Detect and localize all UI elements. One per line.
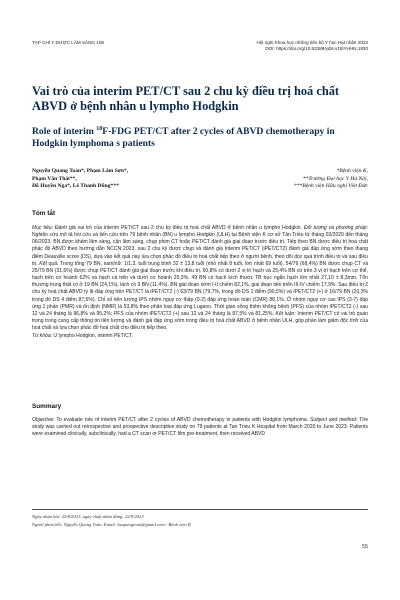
results-label: Kết quả: xyxy=(37,260,59,267)
conclusion-text: Interim PET/CT có vai trò quan trọng trong cung cấp thông tin tiên lượng và đánh giá đáp ứng sớm trong điều trị hoá chất ABVD ở bệnh nhân ULH, góp phần làm giảm độc tính của hoá chất và lựa chọn phác đồ hoá chất cho điều trị tiếp theo. xyxy=(32,310,368,332)
summary-body xyxy=(32,417,368,438)
conference-info xyxy=(257,40,368,52)
author-names: Nguyễn Quang Toàn*, Phạm Lâm Sơn*, xyxy=(32,168,129,174)
abstract-body xyxy=(32,225,368,341)
title-en-superscript: 18 xyxy=(96,126,103,132)
methods-text: Nghiên cứu mô tả hồi cứu và tiến cứu trên 79 bệnh nhân (BN) u lympho Hodgkin (ULH) tại Bệnh viện K cơ sở Tân Triều từ tháng 03/2020 đến tháng 06/2023. BN được khám lâm sàng, cận lâm sàng, chụp phim CT hoặc PET/CT đánh giá giai đoạn trước điều trị. Tiếp theo BN được điều trị hoá chất phác đồ ABVD theo hướng dẫn NCCN 2023, sau 2 chu kỳ được chụp và đánh giá Interim PET/CT (iPET/CT2) đánh giá đáp ứng sớm theo thang điểm Deauville score (DS), dựa vào kết quả này lựa chọn phác đồ điều trị hoá chất tiếp theo ở người bệnh, theo dõi dọc quá trình điều trị và sau điều trị. xyxy=(32,232,368,267)
summary-methods-label: Subject and method: xyxy=(308,417,358,423)
title-vietnamese: Vai trò của interim PET/CT sau 2 chu kỳ điều trị hoá chất ABVD ở bệnh nhân u lympho Hodgkin xyxy=(32,84,340,113)
keywords-text: U lympho Hodgkin, interim PET/CT. xyxy=(52,333,133,340)
objective-text: Đánh giá vai trò của interim PET/CT sau 2 chu kỳ điều trị hoá chất ABVD ở bệnh nhân u lympho Hodgkin. xyxy=(53,225,303,231)
keywords xyxy=(32,333,368,340)
author-row xyxy=(32,183,368,191)
title-en-suffix: F-FDG PET/CT after 2 cycles of ABVD chemotherapy in Hodgkin lymphoma s patients xyxy=(32,126,335,150)
methods-label: Đối tượng và phương pháp: xyxy=(302,225,368,231)
summary-paragraph xyxy=(32,417,368,438)
summary-methods-text: The study was carried out retrospective and prospective descriptive study on 79 patients at Tan Trieu K Hospital from March 2020 to June 2023. Patients were examined clinically, subclinically, had a CT scan or PET/CT film pre-treatment, then received ABVD xyxy=(32,417,369,438)
journal-name: TẠP CHÍ Y DƯỢC LÂM SÀNG 108 xyxy=(32,40,104,45)
summary-objective-label: Objective: xyxy=(32,417,55,423)
corresponding-author: Người phản hồi: Nguyễn Quang Toàn, Email: bsquangtoan@gmail.com - Bệnh viện K xyxy=(32,521,191,527)
summary-objective-text: To evaluate role of interim PET/CT after 2 cycles of ABVD chemotherapy in patients with Hodgkin lymphoma. xyxy=(54,417,309,423)
abstract-paragraph xyxy=(32,225,368,332)
author-affiliation: ***Bệnh viện Hữu nghị Việt Đức xyxy=(293,183,368,190)
doi-link[interactable]: DOI: https://doi.org/10.52389/ydls.v18iYHHN.1930 xyxy=(265,46,368,51)
page-number: 55 xyxy=(362,544,368,550)
keywords-label: Từ khóa: xyxy=(32,333,53,340)
author-block xyxy=(32,168,368,191)
author-names: Phạm Văn Thái**, xyxy=(32,175,77,182)
footnote-divider xyxy=(32,509,368,510)
author-names: Đỗ Huyền Nga*, Lê Thanh Dũng*** xyxy=(32,183,119,190)
author-affiliation: *Bệnh viện K, xyxy=(336,168,368,174)
objective-label: Mục tiêu: xyxy=(32,225,54,231)
journal-header xyxy=(32,40,368,52)
received-date: Ngày nhận bài: 25/8/2023, ngày chấp nhận đăng: 22/9/2023 xyxy=(32,514,144,519)
summary-heading: Summary xyxy=(32,403,62,410)
title-en-prefix: Role of interim xyxy=(32,126,97,138)
author-row xyxy=(32,168,368,176)
results-text: Trong tổng 79 BN, nam/nữ: 1/1,3, tuổi trung bình 32 ± 13,8 tuổi (nhỏ nhất 8 tuổi, lớn nhất 69 tuổi). 54/79 (68,4%) BN được chụp CT và 25/79 BN (31,6%) được chụp PET/CT đánh giá giai đoạn trước khi điều trị. 60,8% có dưới 2 vị trí hạch và 25,4% BN có trên 3 vị trí hạch trên cơ thể, hạch trên cơ hoành 62% và hạch cả trên và dưới cơ hoành 20,3%. 49 BN có hạch kích thước TB trục ngắn hạch lớn nhất 27,10 ± 8,3mm. Tổn thương trung thất có ở 19 BN (24,1%), lách có 9 BN (11,4%). BN giai đoạn sớm I-II chiếm 82,1%, giai đoạn tiến triển III-IV chiếm 17,9%. Sau điều trị 2 chu kỳ hoá chất ABVD tỷ lệ đáp ứng trên PET/CT là iPET/CT2 (-) 63/79 BN (79,7%, trong đó DS 1 điểm (90,5%) và iPET/CT2 (+) ở 16/79 BN (20,3% trong đó DS 4 điểm 87,5%). Chỉ số tiên lượng IPS nhóm nguy cơ thấp (0-2) đáp ứng hoàn toàn (CMR) 88,1%. Ở nhóm nguy cơ cao IPS (3-7) đáp ứng 1 phần (PMR) và ổn định (NMR) là 53,8% theo phân loại đáp ứng Lugano. Thời gian sống thêm không bệnh (PFS) của nhóm iPET/CT2 (-) sau 12 và 24 tháng là 96,8% và 95,2%; PFS của nhóm iPET/CT2 (+) sau 12 và 24 tháng là 87,5% và 81,25%. xyxy=(32,260,369,317)
conclusion-label: Kết luận: xyxy=(273,310,296,317)
abstract-heading: Tóm tắt xyxy=(32,210,56,217)
footnotes xyxy=(32,513,368,528)
conference-name: Hội nghị Khoa học những tiến bộ Y học Hạt nhân 2023 xyxy=(256,40,368,45)
author-affiliation: **Trường Đại học Y Hà Nội, xyxy=(302,175,368,182)
title-english xyxy=(32,123,368,150)
